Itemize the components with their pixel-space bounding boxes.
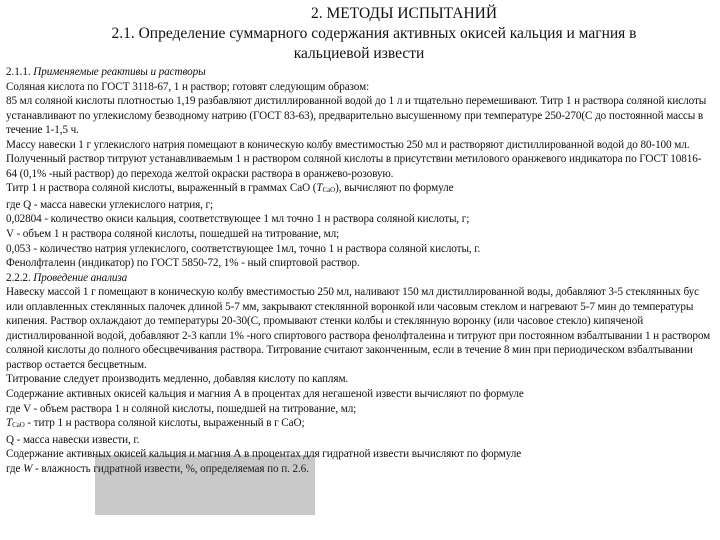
paragraph: Содержание активных окисей кальция и магния А в процентах для негашеной извести вычисляют по формуле bbox=[6, 388, 524, 401]
paragraph: 0,053 - количество натрия углекислого, соответствующее 1мл, точно 1 н раствора соляной кислоты, г. bbox=[6, 242, 481, 255]
paragraph-titr-formula: Титр 1 н раствора соляной кислоты, выраженный в граммах CaO $(T_{CaO})$, вычисляют по формуле bbox=[6, 182, 454, 195]
paragraph: 85 мл соляной кислоты плотностью 1,19 разбавляют дистиллированной водой до 1 л и тщательно перемешивают. Титр 1 н раствора соляной кислоты устанавливают по углекислому безводному натрию (ГОСТ 83-63), предварительно высушенному при температуре 250-270(С до постоянной массы в течение 1-1,5 ч. bbox=[6, 95, 707, 137]
subsection-title: Проведение анализа bbox=[33, 271, 128, 284]
paragraph: Фенолфталеин (индикатор) по ГОСТ 5850-72, 1% - ный спиртовой раствор. bbox=[6, 257, 360, 270]
translucent-overlay bbox=[95, 455, 315, 515]
paragraph-titr-definition: $T_{CaO}$ - титр 1 н раствора соляной кислоты, выраженный в г CaO; bbox=[6, 417, 305, 430]
page-heading bbox=[6, 4, 712, 64]
paragraph: 0,02804 - количество окиси кальция, соответствующее 1 мл точно 1 н раствора соляной кислоты, г; bbox=[6, 213, 470, 226]
subsection-number: 2.1.1. bbox=[6, 66, 31, 78]
paragraph: Массу навески 1 г углекислого натрия помещают в коническую колбу вместимостью 250 мл и растворяют дистиллированной водой до 80-100 мл. Полученный раствор титруют устанавливаемым 1 н раствором соляной кислоты в присутствии метилового оранжевого индикатора по ГОСТ 10816-64 (0,1% -ный раствор) до перехода желтой окраски раствора в оранжево-розовую. bbox=[6, 138, 702, 180]
document-body bbox=[6, 65, 712, 476]
paragraph: V - объем 1 н раствора соляной кислоты, пошедшей на титрование, мл; bbox=[6, 228, 340, 241]
paragraph: Титрование следует производить медленно, добавляя кислоту по каплям. bbox=[6, 373, 349, 386]
subsection-number: 2.2.2. bbox=[6, 271, 31, 284]
paragraph: Q - масса навески извести, г. bbox=[6, 433, 140, 446]
paragraph: Навеску массой 1 г помещают в коническую колбу вместимостью 250 мл, наливают 150 мл дистиллированной воды, добавляют 3-5 стеклянных бус или оплавленных стеклянных палочек длиной 5-7 мм, закрывают стеклянной воронкой или часовым стеклом и нагревают 5-7 мин до температуры кипения. Раствор охлаждают до температуры 20-30(С, промывают стенки колбы и стеклянную воронку (или часовое стекло) кипяченой дистиллированной водой, добавляют 2-3 капли 1% -ного спиртового раствора фенолфталеина и титруют при постоянном взбалтывании 1 н раствором соляной кислоты до полного обесцвечивания раствора. Титрование считают законченным, если в течение 8 мин при периодическом взбалтывании раствор остается бесцветным. bbox=[6, 286, 711, 371]
paragraph: где Q - масса навески углекислого натрия, г; bbox=[6, 198, 214, 211]
paragraph: Содержание активных окисей кальция и магния А в процентах для гидратной извести вычисляют по формуле bbox=[6, 448, 522, 461]
paragraph: Соляная кислота по ГОСТ 3118-67, 1 н раствор; готовят следующим образом: bbox=[6, 80, 370, 93]
chapter-title: 2. МЕТОДЫ ИСПЫТАНИЙ bbox=[310, 5, 498, 22]
paragraph: где V - объем раствора 1 н соляной кислоты, пошедшей на титрование, мл; bbox=[6, 402, 357, 415]
subsection-heading-reagents bbox=[6, 65, 712, 80]
subsection-title: Применяемые реактивы и растворы bbox=[33, 66, 206, 78]
section-title: 2.1. Определение суммарного содержания активных окисей кальция и магния в bbox=[111, 25, 637, 42]
subsection-heading-analysis bbox=[6, 271, 712, 286]
section-title-continuation: кальциевой извести bbox=[293, 45, 425, 62]
paragraph-moisture: где W - влажность гидратной извести, %, определяемая по п. 2.6. bbox=[6, 462, 309, 475]
